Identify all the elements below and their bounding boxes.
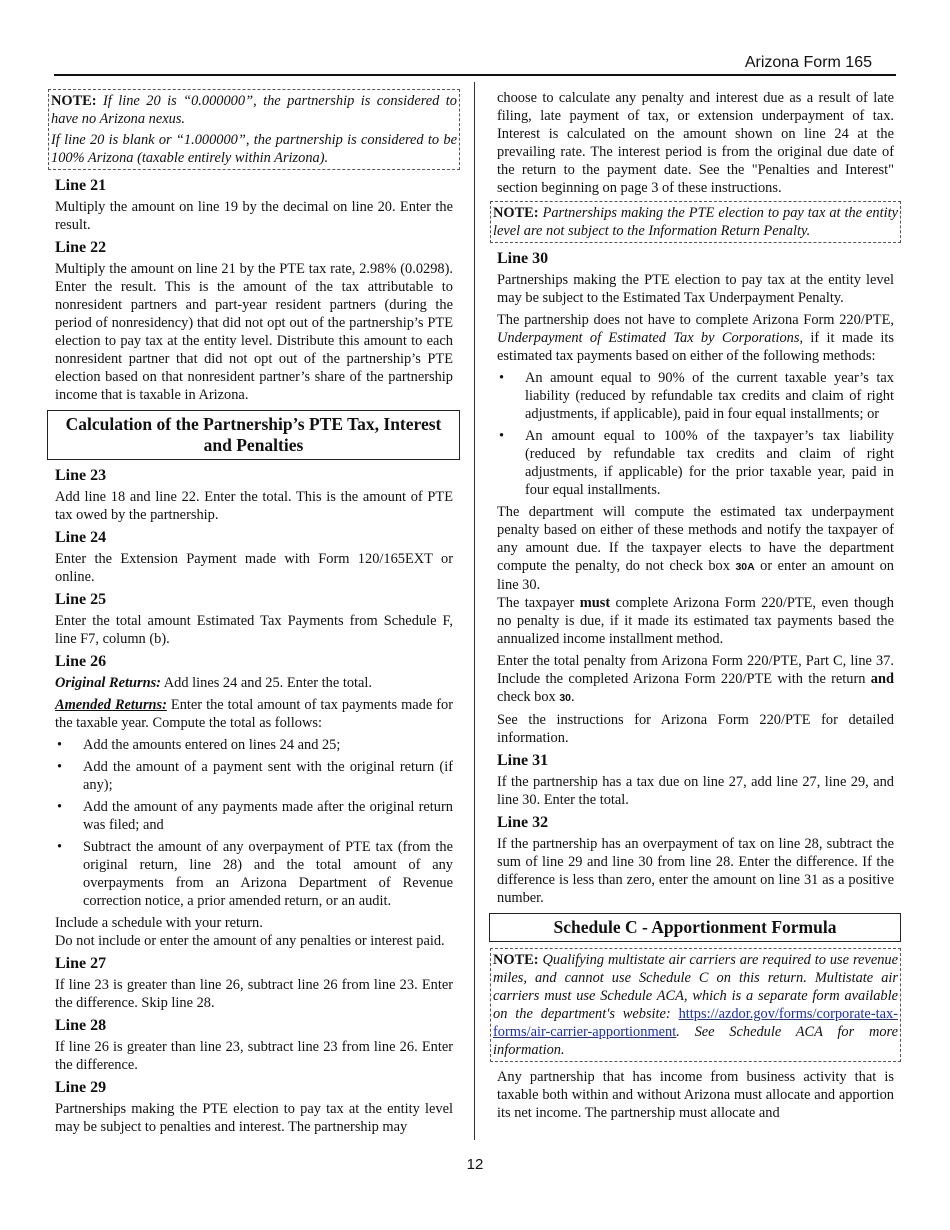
- line-23-text: Add line 18 and line 22. Enter the total. This is the amount of PTE tax owed by the partnership.: [55, 489, 453, 523]
- bullet-icon: •: [499, 370, 505, 386]
- note-label: NOTE:: [493, 205, 539, 221]
- bullet-text: An amount equal to 90% of the current taxable year’s tax liability (reduced by refundable tax credits and claim of right adjustments, if applicable), paid in four equal installments; or: [525, 370, 894, 422]
- line-32-heading: Line 32: [497, 814, 549, 831]
- original-returns-label: Original Returns:: [55, 675, 161, 691]
- note-text: Qualifying multistate air carriers are required to use revenue miles, and cannot use Schedule C on this return. Multistate air carriers must use Schedule ACA, which is a separate form available on the department's website:: [493, 952, 898, 1022]
- line-30-enter-penalty: [497, 652, 894, 707]
- line-30-bullet-list: [497, 369, 894, 499]
- line-22-heading: Line 22: [55, 239, 107, 256]
- line-27-heading: Line 27: [55, 955, 107, 972]
- box-number: 30: [559, 692, 572, 704]
- line-31-heading: Line 31: [497, 752, 549, 769]
- text-segment: , if it made its estimated tax payments based on either of the following methods:: [497, 330, 894, 364]
- line-26-amended-returns: [55, 696, 453, 732]
- text-segment: check box: [497, 689, 560, 705]
- line-23-heading: Line 23: [55, 467, 107, 484]
- line-22-text: Multiply the amount on line 21 by the PTE tax rate, 2.98% (0.0298). Enter the result. This is the amount of the tax attributable to nonresident partners and part-year resident partners (during the period of nonresidency) that did not opt out of the partnership’s PTE election to pay tax at the entity level. Distribute this amount to each nonresident partner that did not opt out of the partnership’s PTE election based on that nonresident partner’s share of the partnership income that is taxable in Arizona.: [55, 261, 453, 403]
- list-item: [55, 758, 453, 794]
- line-29-continued-text: choose to calculate any penalty and interest due as a result of late filing, late payment of tax, or extension underpayment of tax. Interest is calculated on the amount shown on line 24 at the prevailing rate. The interest period is from the original due date of the return to the payment date. See the "Penalties and Interest" section beginning on page 3 of these instructions.: [497, 90, 894, 196]
- line-26-schedule-note: Include a schedule with your return.: [55, 915, 263, 931]
- form-title-reference: Underpayment of Estimated Tax by Corporations: [497, 330, 800, 346]
- line-28-heading: Line 28: [55, 1017, 107, 1034]
- list-item: [55, 798, 453, 834]
- text-segment: Enter the total penalty from Arizona Form 220/PTE, Part C, line 37. Include the completed Arizona Form 220/PTE with the return: [497, 653, 894, 687]
- page-number: 12: [466, 1156, 484, 1173]
- line-29-heading: Line 29: [55, 1079, 107, 1096]
- original-returns-text: Add lines 24 and 25. Enter the total.: [160, 675, 372, 691]
- left-column: [51, 89, 457, 1140]
- line-32-text: If the partnership has an overpayment of tax on line 28, subtract the sum of line 29 and line 30 from line 28. Enter the difference. If the difference is less than zero, enter the amount on line 31 as a positive number.: [497, 836, 894, 906]
- bullet-text: An amount equal to 100% of the taxpayer’s tax liability (reduced by refundable tax credits and claim of right adjustments, if applicable) for the prior taxable year, paid in four equal installments.: [525, 428, 894, 498]
- bullet-icon: •: [57, 799, 63, 815]
- bullet-text: Add the amount of a payment sent with the original return (if any);: [83, 759, 453, 793]
- text-segment: The department will compute the estimated tax underpayment penalty based on either of these methods and notify the taxpayer of any amount due. If the taxpayer elects to have the department compute the penalty, do not check box: [497, 504, 894, 574]
- note-box-information-return: [490, 201, 901, 243]
- text-segment: .: [571, 689, 575, 705]
- bullet-icon: •: [57, 737, 63, 753]
- note-label: NOTE:: [493, 952, 539, 968]
- bullet-icon: •: [499, 428, 505, 444]
- note-label: NOTE:: [51, 93, 97, 109]
- note-text: . See Schedule ACA for more information.: [493, 1024, 898, 1058]
- line-26-original-returns: [55, 674, 453, 692]
- line-21-heading: Line 21: [55, 177, 107, 194]
- line-30-department-compute: [497, 503, 894, 594]
- line-25-heading: Line 25: [55, 591, 107, 608]
- note-box-nexus: [48, 89, 460, 170]
- line-28-text: If line 26 is greater than line 23, subtract line 23 from line 26. Enter the difference.: [55, 1039, 453, 1073]
- line-24-text: Enter the Extension Payment made with Form 120/165EXT or online.: [55, 551, 453, 585]
- bullet-text: Add the amounts entered on lines 24 and 25;: [83, 737, 341, 753]
- note-text: If line 20 is “0.000000”, the partnership is considered to have no Arizona nexus.: [51, 93, 457, 127]
- amended-returns-text: Enter the total amount of tax payments made for the taxable year. Compute the total as follows:: [55, 697, 453, 731]
- note-box-air-carriers: [490, 948, 901, 1062]
- calculation-section-heading: Calculation of the Partnership’s PTE Tax, Interest and Penalties: [47, 410, 460, 460]
- form-title: Arizona Form 165: [744, 54, 872, 71]
- line-31-text: If the partnership has a tax due on line 27, add line 27, line 29, and line 30. Enter the total.: [497, 774, 894, 808]
- bullet-icon: •: [57, 759, 63, 775]
- list-item: [55, 838, 453, 910]
- line-26-penalty-note: Do not include or enter the amount of any penalties or interest paid.: [55, 933, 445, 949]
- list-item: [497, 427, 894, 499]
- box-number: 30A: [735, 561, 755, 573]
- line-30-see-instructions: See the instructions for Arizona Form 220/PTE for detailed information.: [497, 712, 894, 746]
- note-text: Partnerships making the PTE election to pay tax at the entity level are not subject to the Information Return Penalty.: [493, 205, 898, 239]
- line-26-bullet-list: [55, 736, 453, 910]
- line-27-text: If line 23 is greater than line 26, subtract line 26 from line 23. Enter the difference. Skip line 28.: [55, 977, 453, 1011]
- amended-returns-label: Amended Returns:: [55, 697, 167, 713]
- text-segment: or enter an amount on line 30.: [497, 558, 894, 593]
- air-carrier-apportionment-link[interactable]: https://azdor.gov/forms/corporate-tax-forms/air-carrier-apportionment: [493, 1006, 898, 1040]
- text-segment: The partnership does not have to complete Arizona Form 220/PTE,: [497, 312, 894, 328]
- line-24-heading: Line 24: [55, 529, 107, 546]
- header-rule: [54, 74, 896, 76]
- note-text: If line 20 is blank or “1.000000”, the partnership is considered to be 100% Arizona (taxable entirely within Arizona).: [51, 132, 457, 166]
- emphasis: must: [579, 595, 611, 611]
- text-segment: complete Arizona Form 220/PTE, even though no penalty is due, if it made its estimated tax payments based the annualized income installment method.: [497, 595, 894, 647]
- right-column: [493, 89, 898, 1126]
- schedule-c-heading: Schedule C - Apportionment Formula: [489, 913, 901, 942]
- schedule-c-intro-text: Any partnership that has income from business activity that is taxable both within and without Arizona must allocate and apportion its net income. The partnership must allocate and: [497, 1069, 894, 1121]
- list-item: [497, 369, 894, 423]
- line-30-methods-intro: [497, 311, 894, 365]
- line-21-text: Multiply the amount on line 19 by the decimal on line 20. Enter the result.: [55, 199, 453, 233]
- bullet-text: Add the amount of any payments made after the original return was filed; and: [83, 799, 453, 833]
- column-divider: [474, 82, 475, 1140]
- line-29-text: Partnerships making the PTE election to pay tax at the entity level may be subject to penalties and interest. The partnership may: [55, 1101, 453, 1135]
- line-30-heading: Line 30: [497, 250, 549, 267]
- text-segment: The taxpayer: [497, 595, 580, 611]
- line-26-heading: Line 26: [55, 653, 107, 670]
- line-30-intro: Partnerships making the PTE election to pay tax at the entity level may be subject to the Estimated Tax Underpayment Penalty.: [497, 272, 894, 306]
- bullet-icon: •: [57, 839, 63, 855]
- line-25-text: Enter the total amount Estimated Tax Payments from Schedule F, line F7, column (b).: [55, 613, 453, 647]
- emphasis: and: [870, 671, 894, 687]
- bullet-text: Subtract the amount of any overpayment of PTE tax (from the original return, line 28) and the total amount of any overpayments from an Arizona Department of Revenue correction notice, a prior amended return, or an audit.: [83, 839, 453, 909]
- line-30-must-complete: [497, 594, 894, 648]
- list-item: [55, 736, 453, 754]
